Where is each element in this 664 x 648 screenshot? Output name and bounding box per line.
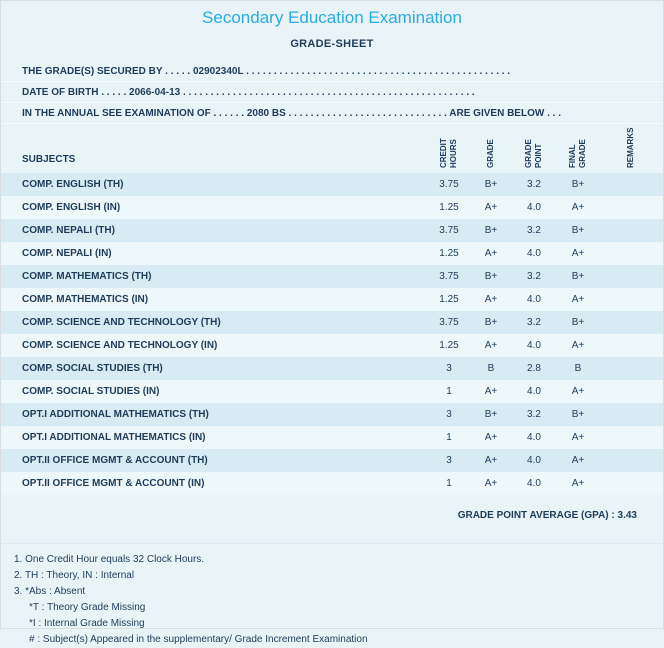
grade-cell: B+	[484, 317, 498, 328]
point-cell: 4.0	[527, 202, 541, 213]
final-cell: B+	[571, 271, 585, 282]
point-cell: 4.0	[527, 455, 541, 466]
final-cell: B+	[571, 409, 585, 420]
point-cell: 4.0	[527, 432, 541, 443]
credit-cell: 1.25	[439, 202, 459, 213]
subject-cell: COMP. SOCIAL STUDIES (IN)	[22, 386, 160, 397]
column-header-subjects: SUBJECTS	[22, 154, 76, 165]
remarks-cell	[599, 426, 663, 449]
final-cell: A+	[571, 386, 585, 397]
point-cell: 3.2	[527, 317, 541, 328]
grade-cell: B+	[484, 409, 498, 420]
subject-cell: COMP. NEPALI (TH)	[22, 225, 115, 236]
table-row	[1, 426, 663, 449]
subject-cell: COMP. NEPALI (IN)	[22, 248, 112, 259]
grade-table	[1, 124, 663, 495]
table-row	[1, 472, 663, 495]
gpa-value: 3.43	[617, 510, 637, 521]
subject-cell: COMP. SOCIAL STUDIES (TH)	[22, 363, 163, 374]
subject-cell: COMP. MATHEMATICS (TH)	[22, 271, 152, 282]
remarks-cell	[599, 449, 663, 472]
grade-cell: B+	[484, 271, 498, 282]
column-header-grade-point	[511, 124, 557, 173]
point-cell: 4.0	[527, 478, 541, 489]
remarks-cell	[599, 380, 663, 403]
column-header-final-grade	[557, 124, 599, 173]
credit-cell: 3.75	[439, 271, 459, 282]
examination-of-line: IN THE ANNUAL SEE EXAMINATION OF . . . . . . 2080 BS . . . . . . . . . . . . . . . . . . . . . . . . . . . . . ARE GIVEN BELOW . . .	[1, 103, 663, 124]
remarks-cell	[599, 173, 663, 196]
grade-table-body	[1, 173, 663, 495]
credit-cell: 1	[446, 386, 452, 397]
credit-cell: 3	[446, 455, 452, 466]
date-of-birth-line: DATE OF BIRTH . . . . . 2066-04-13 . . . . . . . . . . . . . . . . . . . . . . . . . . . . . . . . . . . . . . . . . . . . . . . . . . . . .	[1, 82, 663, 103]
grade-cell: B+	[484, 179, 498, 190]
notes	[1, 543, 663, 648]
column-header-remarks	[599, 124, 663, 173]
grade-cell: A+	[484, 478, 498, 489]
table-row	[1, 380, 663, 403]
grades-secured-by-line: THE GRADE(S) SECURED BY . . . . . 02902340L . . . . . . . . . . . . . . . . . . . . . . . . . . . . . . . . . . . . . . . . . . . . . . . .	[1, 61, 663, 82]
table-row	[1, 219, 663, 242]
grade-table-head	[1, 124, 663, 173]
gpa-line	[1, 510, 663, 521]
grade-cell: A+	[484, 386, 498, 397]
credit-cell: 1.25	[439, 248, 459, 259]
point-cell: 3.2	[527, 271, 541, 282]
final-cell: A+	[571, 340, 585, 351]
table-row	[1, 311, 663, 334]
point-cell: 3.2	[527, 225, 541, 236]
sheet-subtitle: GRADE-SHEET	[290, 38, 374, 50]
credit-hours-label: CREDIT HOURS	[439, 138, 458, 168]
credit-cell: 1.25	[439, 340, 459, 351]
final-cell: B	[574, 363, 582, 374]
final-cell: B+	[571, 225, 585, 236]
note-line: # : Subject(s) Appeared in the supplementary/ Grade Increment Examination	[29, 634, 368, 645]
candidate-info	[1, 61, 663, 124]
final-cell: A+	[571, 248, 585, 259]
page-title: Secondary Education Examination	[202, 8, 462, 27]
table-row	[1, 173, 663, 196]
credit-cell: 3	[446, 409, 452, 420]
gpa-label: GRADE POINT AVERAGE (GPA) :	[457, 510, 618, 521]
note-line: 1. One Credit Hour equals 32 Clock Hours.	[14, 554, 205, 565]
remarks-cell	[599, 472, 663, 495]
table-row	[1, 334, 663, 357]
column-header-credit-hours	[427, 124, 471, 173]
credit-cell: 3.75	[439, 317, 459, 328]
grade-cell: A+	[484, 455, 498, 466]
column-header-grade	[471, 124, 511, 173]
table-row	[1, 265, 663, 288]
final-cell: A+	[571, 478, 585, 489]
remarks-cell	[599, 288, 663, 311]
grade-cell: A+	[484, 432, 498, 443]
remarks-cell	[599, 242, 663, 265]
table-row	[1, 357, 663, 380]
remarks-label: REMARKS	[626, 127, 635, 168]
credit-cell: 1	[446, 432, 452, 443]
subject-cell: OPT.II OFFICE MGMT & ACCOUNT (TH)	[22, 455, 208, 466]
grade-cell: A+	[484, 248, 498, 259]
final-cell: A+	[571, 455, 585, 466]
grade-point-label: GRADE POINT	[524, 139, 543, 168]
point-cell: 4.0	[527, 340, 541, 351]
subject-cell: COMP. SCIENCE AND TECHNOLOGY (TH)	[22, 317, 221, 328]
point-cell: 4.0	[527, 248, 541, 259]
remarks-cell	[599, 311, 663, 334]
remarks-cell	[599, 196, 663, 219]
point-cell: 4.0	[527, 386, 541, 397]
note-line: 2. TH : Theory, IN : Internal	[14, 570, 135, 581]
grade-cell: B	[487, 363, 495, 374]
grade-label: GRADE	[486, 139, 495, 168]
credit-cell: 3	[446, 363, 452, 374]
grade-cell: B+	[484, 225, 498, 236]
subject-cell: COMP. ENGLISH (TH)	[22, 179, 124, 190]
subject-cell: OPT.I ADDITIONAL MATHEMATICS (TH)	[22, 409, 209, 420]
table-row	[1, 242, 663, 265]
credit-cell: 1	[446, 478, 452, 489]
remarks-cell	[599, 334, 663, 357]
note-line: *I : Internal Grade Missing	[29, 618, 145, 629]
subject-cell: OPT.II OFFICE MGMT & ACCOUNT (IN)	[22, 478, 205, 489]
remarks-cell	[599, 265, 663, 288]
final-cell: A+	[571, 432, 585, 443]
note-line: *T : Theory Grade Missing	[29, 602, 146, 613]
final-cell: B+	[571, 317, 585, 328]
point-cell: 3.2	[527, 179, 541, 190]
remarks-cell	[599, 219, 663, 242]
grade-cell: A+	[484, 202, 498, 213]
table-row	[1, 449, 663, 472]
subject-cell: COMP. SCIENCE AND TECHNOLOGY (IN)	[22, 340, 218, 351]
credit-cell: 3.75	[439, 225, 459, 236]
final-cell: B+	[571, 179, 585, 190]
point-cell: 2.8	[527, 363, 541, 374]
table-header-row	[1, 124, 663, 173]
credit-cell: 3.75	[439, 179, 459, 190]
table-row	[1, 288, 663, 311]
final-grade-label: FINAL GRADE	[568, 139, 587, 168]
credit-cell: 1.25	[439, 294, 459, 305]
point-cell: 4.0	[527, 294, 541, 305]
table-row	[1, 196, 663, 219]
note-line: 3. *Abs : Absent	[14, 586, 86, 597]
subject-cell: OPT.I ADDITIONAL MATHEMATICS (IN)	[22, 432, 206, 443]
grade-cell: A+	[484, 340, 498, 351]
grade-cell: A+	[484, 294, 498, 305]
final-cell: A+	[571, 294, 585, 305]
final-cell: A+	[571, 202, 585, 213]
remarks-cell	[599, 403, 663, 426]
subject-cell: COMP. MATHEMATICS (IN)	[22, 294, 149, 305]
subject-cell: COMP. ENGLISH (IN)	[22, 202, 121, 213]
remarks-cell	[599, 357, 663, 380]
point-cell: 3.2	[527, 409, 541, 420]
table-row	[1, 403, 663, 426]
